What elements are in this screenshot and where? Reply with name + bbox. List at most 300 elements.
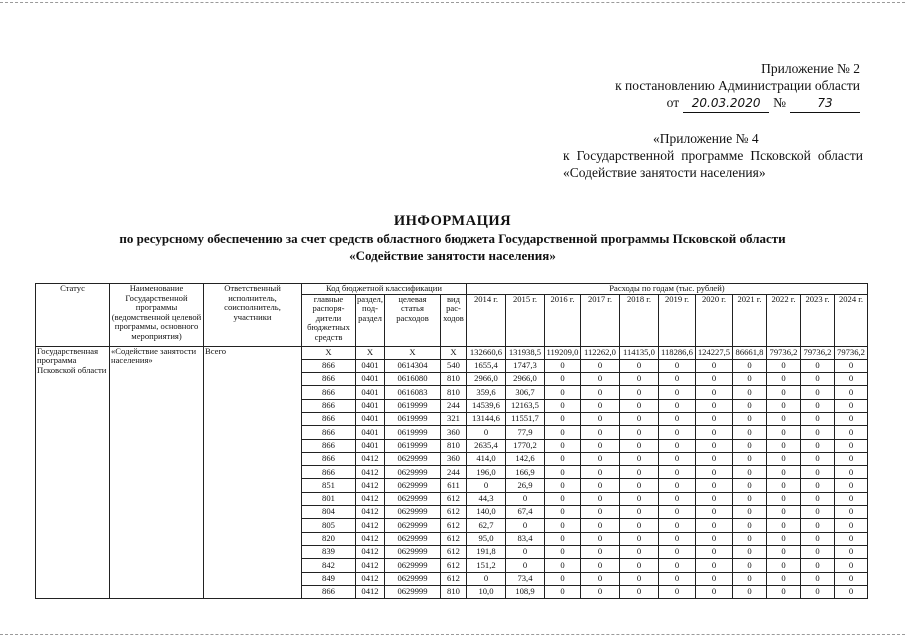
table-cell: 0616080 (384, 373, 440, 386)
table-cell: 244 (440, 399, 466, 412)
table-cell: 611 (440, 479, 466, 492)
table-cell: 0 (695, 519, 732, 532)
table-cell: 0 (800, 532, 834, 545)
header-code-col: раздел, под-раздел (356, 294, 385, 346)
table-cell: 0412 (356, 585, 385, 598)
table-cell: 0 (800, 373, 834, 386)
table-cell: 0 (732, 506, 766, 519)
table-cell: 142,6 (505, 452, 544, 465)
table-cell: 131938,5 (505, 346, 544, 359)
table-cell: 801 (302, 492, 356, 505)
table-cell: 0 (834, 452, 867, 465)
table-cell: 0 (695, 412, 732, 425)
table-cell: 0401 (356, 359, 385, 372)
table-cell: 0 (544, 359, 580, 372)
table-cell: 13144,6 (466, 412, 505, 425)
table-cell: 196,0 (466, 466, 505, 479)
table-cell: 2966,0 (505, 373, 544, 386)
table-cell: 0401 (356, 412, 385, 425)
table-cell: 0 (695, 359, 732, 372)
table-cell: 0 (695, 439, 732, 452)
table-cell: 0 (800, 386, 834, 399)
table-cell: 804 (302, 506, 356, 519)
table-cell: 244 (440, 466, 466, 479)
table-cell: 0 (732, 492, 766, 505)
table-cell: 866 (302, 373, 356, 386)
table-cell: 359,6 (466, 386, 505, 399)
table-cell: 612 (440, 572, 466, 585)
table-cell: 0412 (356, 545, 385, 558)
table-cell: 0 (619, 426, 658, 439)
table-cell: 0 (544, 506, 580, 519)
table-cell: 0 (834, 373, 867, 386)
table-cell: 0 (466, 426, 505, 439)
document-title: ИНФОРМАЦИЯ (393, 213, 512, 229)
table-cell: 0 (834, 426, 867, 439)
header-year-col: 2014 г. (466, 294, 505, 346)
table-cell: 0 (658, 492, 695, 505)
table-cell: 0 (658, 439, 695, 452)
table-cell: 0629999 (384, 506, 440, 519)
table-cell: 0 (619, 359, 658, 372)
table-cell: 0 (619, 559, 658, 572)
table-cell: 0629999 (384, 492, 440, 505)
table-cell: 0 (619, 479, 658, 492)
table-cell: 360 (440, 452, 466, 465)
table-cell: 0 (580, 492, 619, 505)
table-cell: 0 (544, 479, 580, 492)
table-cell: 0 (544, 532, 580, 545)
table-cell: 0 (544, 545, 580, 558)
appendix-2-reference: к постановлению Администрации области (615, 78, 860, 93)
table-row (36, 346, 868, 359)
table-cell: 0 (580, 426, 619, 439)
table-cell: 0 (580, 466, 619, 479)
appendix-2-block (570, 60, 860, 113)
table-cell: 0 (544, 519, 580, 532)
table-cell: 0 (619, 585, 658, 598)
table-cell: 0 (619, 412, 658, 425)
table-cell: 0 (695, 559, 732, 572)
table-cell: 0 (834, 572, 867, 585)
table-cell: 0 (544, 439, 580, 452)
table-cell: 0 (834, 506, 867, 519)
table-cell: 839 (302, 545, 356, 558)
table-cell: 119209,0 (544, 346, 580, 359)
table-cell: 0 (619, 492, 658, 505)
table-cell: 0 (800, 426, 834, 439)
table-cell: 0 (544, 585, 580, 598)
table-cell: 0629999 (384, 572, 440, 585)
table-cell: 11551,7 (505, 412, 544, 425)
header-code-col: главные распоря-дители бюджетных средств (302, 294, 356, 346)
table-cell: 191,8 (466, 545, 505, 558)
table-cell: 0 (658, 399, 695, 412)
table-cell: 810 (440, 439, 466, 452)
table-cell: 2635,4 (466, 439, 505, 452)
program-cell: «Содействие занятости населения» (110, 346, 204, 599)
table-cell: 0 (732, 479, 766, 492)
table-cell: 0 (580, 545, 619, 558)
table-cell: 0 (834, 466, 867, 479)
table-cell: 0619999 (384, 399, 440, 412)
table-cell: 0 (800, 572, 834, 585)
table-cell: 0 (544, 572, 580, 585)
table-cell: 0629999 (384, 479, 440, 492)
table-cell: 0 (619, 373, 658, 386)
table-cell: 0 (800, 492, 834, 505)
table-cell: 0 (766, 492, 800, 505)
table-cell: 0 (619, 572, 658, 585)
table-cell: 612 (440, 559, 466, 572)
table-cell: 866 (302, 439, 356, 452)
table-cell: 0 (658, 373, 695, 386)
table-cell: 0 (732, 399, 766, 412)
table-cell: 132660,6 (466, 346, 505, 359)
header-year-col: 2019 г. (658, 294, 695, 346)
table-cell: 866 (302, 399, 356, 412)
table-cell: 0 (544, 386, 580, 399)
table-cell: 0 (658, 572, 695, 585)
table-cell: 0 (732, 426, 766, 439)
table-cell: 95,0 (466, 532, 505, 545)
table-cell: 0 (580, 532, 619, 545)
table-cell: 810 (440, 585, 466, 598)
table-cell: 0 (766, 506, 800, 519)
table-cell: 0 (834, 439, 867, 452)
table-cell: 0 (732, 412, 766, 425)
table-cell: 866 (302, 426, 356, 439)
table-cell: 866 (302, 386, 356, 399)
scan-edge-top (0, 2, 905, 3)
table-cell: 0 (732, 373, 766, 386)
table-cell: 0 (732, 559, 766, 572)
header-responsible: Ответственный исполнитель, соисполнитель, участники (204, 284, 302, 347)
handwritten-date: 20.03.2020 (683, 95, 769, 113)
table-cell: 851 (302, 479, 356, 492)
table-cell: 0 (580, 559, 619, 572)
header-year-col: 2021 г. (732, 294, 766, 346)
table-cell: 0 (580, 439, 619, 452)
header-code-col: целевая статья расходов (384, 294, 440, 346)
table-cell: 114135,0 (619, 346, 658, 359)
table-cell: 0 (732, 386, 766, 399)
table-cell: 612 (440, 519, 466, 532)
table-cell: 0 (695, 585, 732, 598)
table-cell: 0412 (356, 479, 385, 492)
status-cell: Государственная программа Псковской области (36, 346, 110, 599)
table-cell: 0 (732, 439, 766, 452)
table-cell: 0 (695, 399, 732, 412)
table-cell: 0 (619, 466, 658, 479)
header-year-col: 2015 г. (505, 294, 544, 346)
table-cell: 0 (544, 426, 580, 439)
table-cell: 810 (440, 386, 466, 399)
appendix-4-title: «Приложение № 4 (653, 131, 759, 146)
table-cell: 79736,2 (800, 346, 834, 359)
table-cell: 0 (466, 572, 505, 585)
table-cell: 0 (658, 559, 695, 572)
table-cell: 0 (544, 466, 580, 479)
table-cell: 0629999 (384, 452, 440, 465)
table-cell: 0 (505, 519, 544, 532)
table-cell: 0 (834, 359, 867, 372)
table-cell: 0 (766, 466, 800, 479)
table-cell: 0401 (356, 439, 385, 452)
table-cell: 0629999 (384, 585, 440, 598)
table-cell: 0 (580, 519, 619, 532)
table-cell: 0 (695, 373, 732, 386)
header-budget-codes: Код бюджетной классификации (302, 284, 467, 295)
document-subtitle-program: «Содействие занятости населения» (349, 248, 556, 263)
table-cell: 0 (732, 532, 766, 545)
document-subtitle: по ресурсному обеспечению за счет средств областного бюджета Государственной программы Псковской области (119, 231, 786, 246)
table-cell: 0 (732, 466, 766, 479)
table-cell: 0 (766, 452, 800, 465)
table-cell: 0 (544, 559, 580, 572)
table-cell: 0 (766, 585, 800, 598)
table-cell: 0 (695, 506, 732, 519)
table-cell: 540 (440, 359, 466, 372)
table-cell: 0412 (356, 532, 385, 545)
table-cell: 0 (695, 452, 732, 465)
table-cell: 0 (800, 466, 834, 479)
header-year-col: 2023 г. (800, 294, 834, 346)
table-cell: 140,0 (466, 506, 505, 519)
table-cell: 321 (440, 412, 466, 425)
header-year-col: 2024 г. (834, 294, 867, 346)
table-cell: 0629999 (384, 532, 440, 545)
document-title-block (0, 212, 905, 264)
table-cell: 0 (619, 452, 658, 465)
table-cell: 612 (440, 545, 466, 558)
table-cell: 0 (732, 572, 766, 585)
table-cell: X (384, 346, 440, 359)
table-cell: 124227,5 (695, 346, 732, 359)
table-header-row-1 (36, 284, 868, 295)
table-cell: 0412 (356, 506, 385, 519)
table-cell: 0 (766, 532, 800, 545)
number-prefix: № (773, 95, 786, 110)
table-cell: 0412 (356, 452, 385, 465)
appendix-4-reference: к Государственной программе Псковской области «Содействие занятости населения» (563, 148, 863, 180)
table-cell: 0 (834, 559, 867, 572)
table-cell: 0629999 (384, 545, 440, 558)
table-cell: 0 (766, 412, 800, 425)
table-cell: 0401 (356, 386, 385, 399)
table-cell: 0 (695, 545, 732, 558)
table-cell: 0 (580, 359, 619, 372)
table-cell: 0 (695, 386, 732, 399)
table-cell: 0 (695, 479, 732, 492)
table-cell: 44,3 (466, 492, 505, 505)
table-cell: 0 (580, 506, 619, 519)
table-cell: 0 (834, 585, 867, 598)
table-cell: 0 (834, 519, 867, 532)
table-cell: 0 (580, 452, 619, 465)
handwritten-number: 73 (790, 95, 860, 113)
table-cell: 0412 (356, 492, 385, 505)
table-cell: 0412 (356, 519, 385, 532)
table-cell: 0619999 (384, 426, 440, 439)
table-cell: 0 (619, 506, 658, 519)
header-code-col: вид рас-ходов (440, 294, 466, 346)
table-cell: 0 (766, 386, 800, 399)
table-cell: 0 (800, 412, 834, 425)
table-cell: 0 (766, 359, 800, 372)
table-cell: 0629999 (384, 559, 440, 572)
table-cell: 0 (505, 559, 544, 572)
table-cell: 0 (695, 492, 732, 505)
table-cell: 866 (302, 412, 356, 425)
table-cell: 0 (619, 399, 658, 412)
table-cell: 0 (732, 519, 766, 532)
table-cell: 2966,0 (466, 373, 505, 386)
table-cell: 108,9 (505, 585, 544, 598)
table-cell: 866 (302, 452, 356, 465)
table-cell: 306,7 (505, 386, 544, 399)
table-cell: 14539,6 (466, 399, 505, 412)
table-cell: 0 (766, 519, 800, 532)
table-cell: 0 (800, 479, 834, 492)
date-prefix: от (666, 95, 680, 110)
table-cell: 0 (834, 532, 867, 545)
table-cell: 0 (658, 426, 695, 439)
table-cell: 0 (658, 545, 695, 558)
table-cell: 1655,4 (466, 359, 505, 372)
table-cell: 0 (619, 519, 658, 532)
table-cell: 0 (695, 532, 732, 545)
table-cell: 0 (834, 492, 867, 505)
resource-table (35, 283, 868, 599)
table-cell: 414,0 (466, 452, 505, 465)
table-cell: 0 (505, 492, 544, 505)
table-cell: 0 (580, 386, 619, 399)
table-cell: 1770,2 (505, 439, 544, 452)
table-cell: 0 (695, 572, 732, 585)
table-cell: 0 (658, 585, 695, 598)
table-cell: 10,0 (466, 585, 505, 598)
table-cell: X (302, 346, 356, 359)
table-cell: 0 (732, 452, 766, 465)
table-cell: 0 (834, 479, 867, 492)
table-cell: 0401 (356, 399, 385, 412)
responsible-cell: Всего (204, 346, 302, 599)
table-cell: 0 (732, 585, 766, 598)
table-cell: 0 (544, 399, 580, 412)
table-cell: 12163,5 (505, 399, 544, 412)
table-cell: 0616083 (384, 386, 440, 399)
table-cell: 0 (834, 412, 867, 425)
table-cell: 0 (800, 439, 834, 452)
scan-edge-bottom (0, 634, 905, 635)
table-cell: 0 (800, 506, 834, 519)
table-cell: 0 (766, 479, 800, 492)
table-cell: X (356, 346, 385, 359)
table-cell: 866 (302, 359, 356, 372)
table-cell: 0412 (356, 572, 385, 585)
table-cell: 62,7 (466, 519, 505, 532)
table-cell: 112262,0 (580, 346, 619, 359)
table-cell: 86661,8 (732, 346, 766, 359)
table-cell: 0 (544, 452, 580, 465)
table-cell: 820 (302, 532, 356, 545)
table-cell: X (440, 346, 466, 359)
table-cell: 0 (619, 545, 658, 558)
table-cell: 83,4 (505, 532, 544, 545)
table-cell: 866 (302, 585, 356, 598)
table-cell: 151,2 (466, 559, 505, 572)
table-cell: 0 (505, 545, 544, 558)
table-cell: 0 (466, 479, 505, 492)
table-cell: 0 (658, 519, 695, 532)
table-cell: 77,9 (505, 426, 544, 439)
table-cell: 0 (619, 532, 658, 545)
table-cell: 26,9 (505, 479, 544, 492)
appendix-4-block (563, 130, 863, 181)
table-cell: 0 (732, 545, 766, 558)
header-year-col: 2020 г. (695, 294, 732, 346)
table-cell: 0 (800, 359, 834, 372)
table-cell: 0 (766, 373, 800, 386)
table-cell: 0 (834, 386, 867, 399)
table-cell: 0614304 (384, 359, 440, 372)
header-spending-by-year: Расходы по годам (тыс. рублей) (466, 284, 867, 295)
table-cell: 0 (580, 399, 619, 412)
table-cell: 79736,2 (834, 346, 867, 359)
table-cell: 0 (834, 545, 867, 558)
header-year-col: 2016 г. (544, 294, 580, 346)
table-cell: 0 (695, 466, 732, 479)
table-cell: 73,4 (505, 572, 544, 585)
table-cell: 0 (580, 585, 619, 598)
table-cell: 0 (766, 545, 800, 558)
table-cell: 0 (658, 452, 695, 465)
table-cell: 612 (440, 506, 466, 519)
table-cell: 0 (766, 439, 800, 452)
table-cell: 79736,2 (766, 346, 800, 359)
header-status: Статус (36, 284, 110, 347)
header-year-col: 2022 г. (766, 294, 800, 346)
table-cell: 842 (302, 559, 356, 572)
table-cell: 0 (800, 545, 834, 558)
table-cell: 0 (658, 412, 695, 425)
table-cell: 805 (302, 519, 356, 532)
table-cell: 0 (619, 386, 658, 399)
table-cell: 0619999 (384, 412, 440, 425)
table-cell: 0 (695, 426, 732, 439)
table-cell: 0 (580, 572, 619, 585)
table-cell: 0 (619, 439, 658, 452)
table-cell: 0 (800, 559, 834, 572)
table-cell: 0 (658, 479, 695, 492)
table-cell: 0 (544, 492, 580, 505)
table-cell: 0 (766, 572, 800, 585)
table-cell: 849 (302, 572, 356, 585)
table-cell: 0 (800, 452, 834, 465)
table-cell: 0 (658, 532, 695, 545)
table-cell: 0 (580, 479, 619, 492)
table-cell: 0 (658, 506, 695, 519)
table-cell: 0401 (356, 426, 385, 439)
resource-table-wrap (35, 283, 868, 599)
table-cell: 0 (800, 399, 834, 412)
header-program-name: Наименование Государственной программы (ведомственной целевой программы, основного мероприятия) (110, 284, 204, 347)
table-cell: 612 (440, 532, 466, 545)
table-cell: 0 (800, 519, 834, 532)
table-cell: 0629999 (384, 466, 440, 479)
appendix-2-date-row (570, 94, 860, 113)
